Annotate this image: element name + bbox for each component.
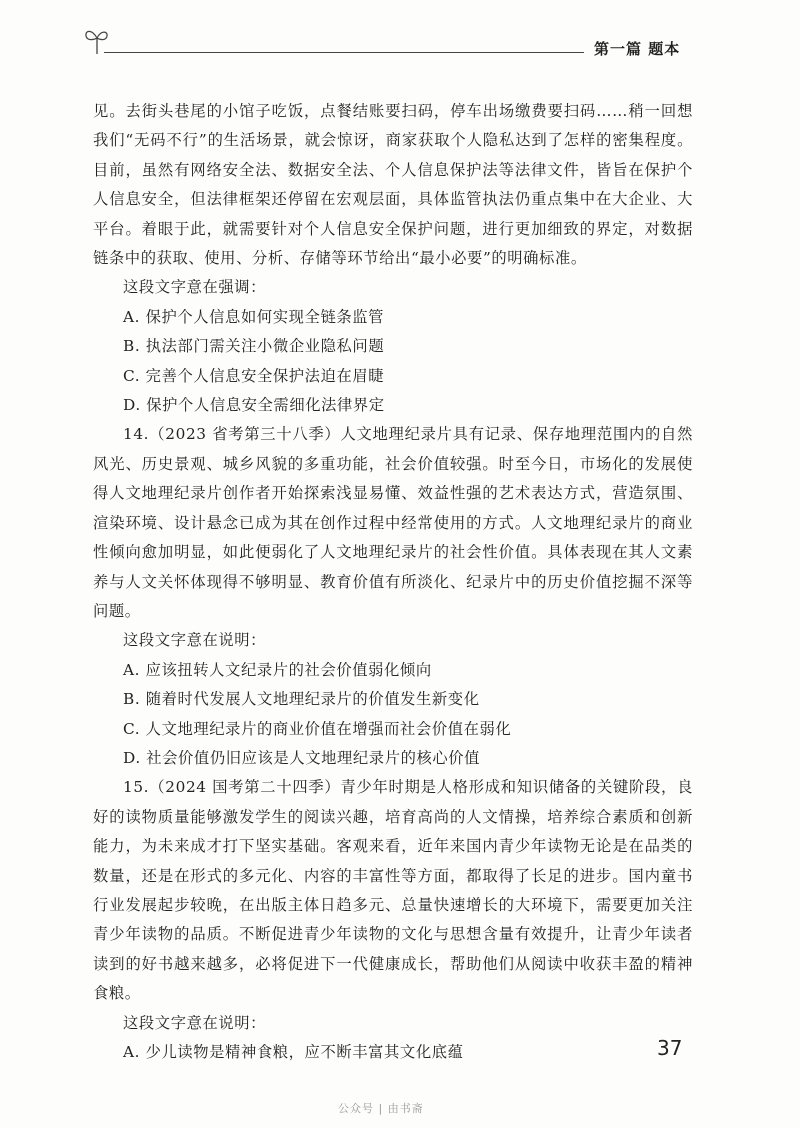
watermark: 公众号 | 由书斋 <box>338 1102 424 1115</box>
q14-stem: 14.（2023 省考第三十八季）人文地理纪录片具有记录、保存地理范围内的自然风光、历史景观、城乡风貌的多重功能，社会价值较强。时至今日，市场化的发展使得人文地理纪录片创作者开始探索浅显易懂、效益性强的艺术表达方式，营造氛围、渲染环境、设计悬念已成为其在创作过程中经常使用的方式。人文地理纪录片的商业性倾向愈加明显，如此便弱化了人文地理纪录片的社会性价值。具体表现在其人文素养与人文关怀体现得不够明显、教育价值有所淡化、纪录片中的历史价值挖掘不深等问题。 <box>93 425 693 620</box>
section-title: 第一篇 题本 <box>594 40 681 58</box>
q13-option-c: C. 完善个人信息安全保护法迫在眉睫 <box>123 366 385 385</box>
q14-option-a: A. 应该扭转人文纪录片的社会价值弱化倾向 <box>123 660 432 679</box>
q14-option-c: C. 人文地理纪录片的商业价值在增强而社会价值在弱化 <box>123 719 512 738</box>
q13-option-b: B. 执法部门需关注小微企业隐私问题 <box>123 337 385 356</box>
q13-prompt: 这段文字意在强调： <box>123 278 267 297</box>
q15-prompt: 这段文字意在说明： <box>123 1013 267 1032</box>
q15-option-a: A. 少儿读物是精神食粮，应不断丰富其文化底蕴 <box>123 1043 464 1061</box>
page-number: 37 <box>657 1036 683 1060</box>
page-header <box>0 0 800 80</box>
q14-option-d: D. 社会价值仍旧应该是人文地理纪录片的核心价值 <box>123 748 481 767</box>
q14-prompt: 这段文字意在说明： <box>123 631 267 650</box>
intro-paragraph: 见。去街头巷尾的小馆子吃饭，点餐结账要扫码，停车出场缴费要扫码……稍一回想我们“无码不行”的生活场景，就会惊讶，商家获取个人隐私达到了怎样的密集程度。目前，虽然有网络安全法、数据安全法、个人信息保护法等法律文件，皆旨在保护个人信息安全，但法律框架还停留在宏观层面，具体监管执法仍重点集中在大企业、大平台。着眼于此，就需要针对个人信息安全保护问题，进行更加细致的界定，对数据链条中的获取、使用、分析、存储等环节给出“最小必要”的明确标准。 <box>93 102 693 268</box>
q15-stem: 15.（2024 国考第二十四季）青少年时期是人格形成和知识储备的关键阶段，良好的读物质量能够激发学生的阅读兴趣，培育高尚的人文情操，培养综合素质和创新能力，为未来成才打下坚实基础。客观来看，近年来国内青少年读物无论是在品类的数量，还是在形式的多元化、内容的丰富性等方面，都取得了长足的进步。国内童书行业发展起步较晚，在出版主体日趋多元、总量快速增长的大环境下，需要更加关注青少年读物的品质。不断促进青少年读物的文化与思想含量有效提升，让青少年读者读到的好书越来越多，必将促进下一代健康成长，帮助他们从阅读中收获丰盈的精神食粮。 <box>93 778 693 1003</box>
q14-option-b: B. 随着时代发展人文地理纪录片的价值发生新变化 <box>123 690 480 709</box>
header-rule <box>104 52 584 53</box>
q13-option-a: A. 保护个人信息如何实现全链条监管 <box>123 307 385 326</box>
q13-option-d: D. 保护个人信息安全需细化法律界定 <box>123 396 385 415</box>
page-content <box>93 97 693 1067</box>
